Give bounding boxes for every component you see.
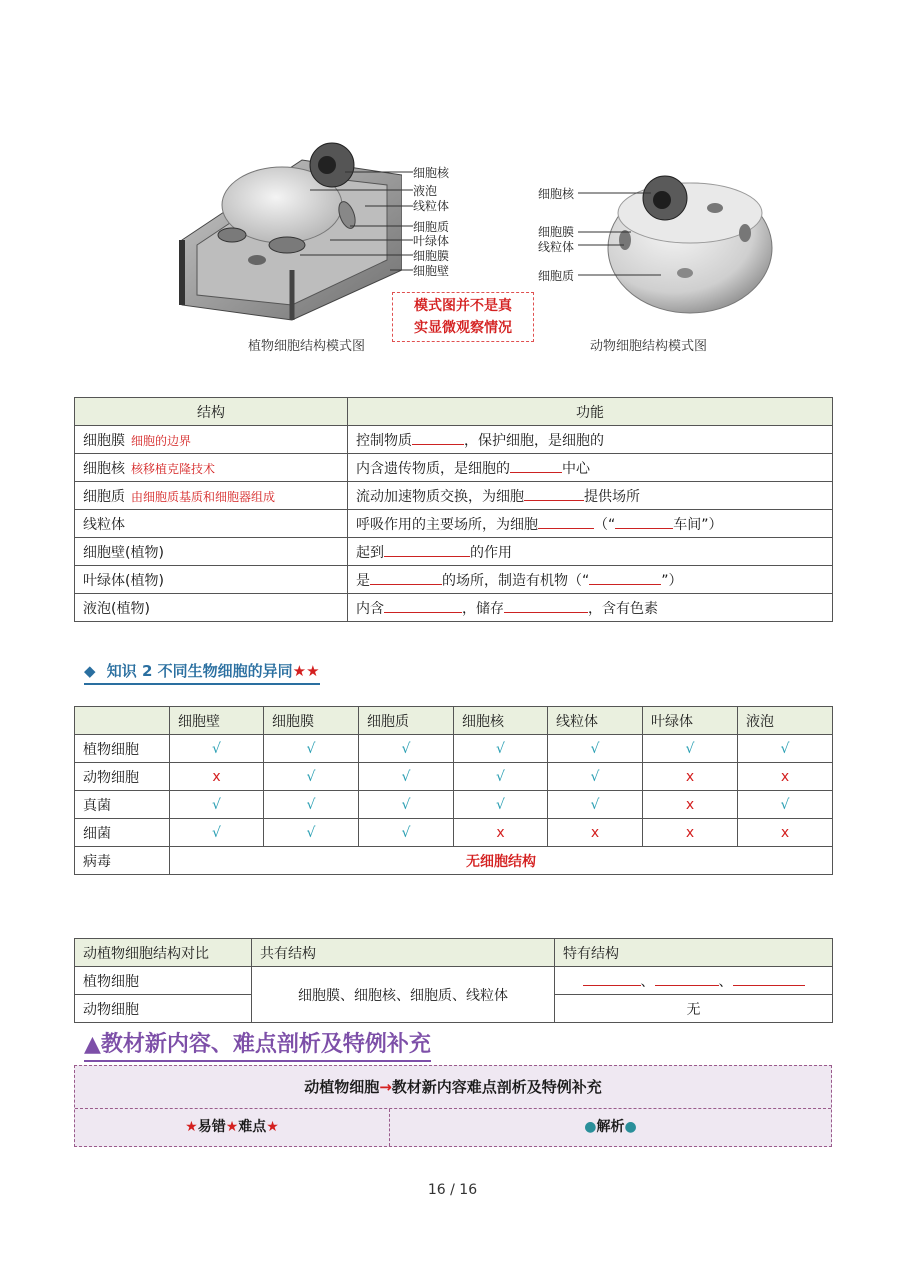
fill-blank	[655, 971, 719, 986]
structure-name: 线粒体	[83, 516, 125, 533]
mark-cell: √	[264, 763, 359, 791]
plant-label-vacuole: 液泡	[413, 184, 438, 198]
box-title-part: 动植物细胞	[304, 1078, 380, 1096]
plant-leader-lines	[290, 160, 415, 280]
row-label: 动物细胞	[75, 763, 170, 791]
table-row	[75, 791, 833, 819]
column-header: 液泡	[738, 707, 833, 735]
structure-name: 细胞质	[83, 488, 125, 505]
row-label: 动物细胞	[75, 995, 252, 1023]
column-header: 细胞膜	[264, 707, 359, 735]
function-text: ，保护细胞，是细胞的	[464, 432, 604, 449]
label-difficulty: 难点	[238, 1119, 267, 1135]
header-function: 功能	[348, 398, 833, 426]
table-row	[75, 735, 833, 763]
animal-label-cytoplasm: 细胞质	[538, 269, 575, 283]
contrast-header: 动植物细胞结构对比	[75, 939, 252, 967]
column-header: 细胞核	[454, 707, 548, 735]
function-text: 的作用	[470, 544, 512, 561]
function-text: （“	[594, 516, 616, 533]
structure-name: 叶绿体(植物)	[83, 572, 164, 589]
mark-cell: x	[643, 791, 738, 819]
function-text: 呼吸作用的主要场所，为细胞	[356, 516, 538, 533]
diamond-icon: ◆	[84, 662, 96, 680]
table-row	[75, 454, 833, 482]
mark-cell: x	[643, 819, 738, 847]
mark-cell: √	[548, 791, 643, 819]
fill-blank	[538, 514, 594, 529]
function-text: ，储存	[462, 600, 504, 617]
box-right-cell	[390, 1109, 831, 1146]
column-header: 叶绿体	[643, 707, 738, 735]
animal-leader-lines	[576, 185, 666, 285]
dot-icon: ●	[584, 1119, 597, 1135]
structure-name: 细胞核	[83, 460, 125, 477]
plant-label-nucleus: 细胞核	[413, 166, 450, 180]
dot-icon: ●	[624, 1119, 637, 1135]
row-label: 植物细胞	[75, 735, 170, 763]
structure-name: 细胞膜	[83, 432, 125, 449]
box-left-cell	[75, 1109, 390, 1146]
mark-cell: √	[359, 735, 454, 763]
mark-cell: √	[264, 735, 359, 763]
column-header: 细胞质	[359, 707, 454, 735]
function-text: 内含	[356, 600, 384, 617]
structure-note: 由细胞质基质和细胞器组成	[131, 489, 276, 504]
fill-blank	[384, 542, 470, 557]
section-heading-supplement	[84, 1030, 431, 1062]
fill-blank	[589, 570, 661, 585]
star-icon: ★★	[292, 662, 320, 680]
mark-cell: √	[454, 763, 548, 791]
mark-cell: √	[170, 819, 264, 847]
fill-blank	[615, 514, 673, 529]
mark-cell: √	[738, 791, 833, 819]
table-row	[75, 538, 833, 566]
mark-cell: x	[548, 819, 643, 847]
table-row	[75, 566, 833, 594]
star-icon: ★	[266, 1119, 279, 1135]
plant-label-chloroplast: 叶绿体	[413, 234, 450, 248]
fill-blank	[412, 430, 464, 445]
supplement-box-title	[75, 1066, 831, 1109]
mark-cell: x	[738, 763, 833, 791]
mark-cell: √	[359, 819, 454, 847]
function-text: 控制物质	[356, 432, 412, 449]
shared-structures: 细胞膜、细胞核、细胞质、线粒体	[252, 967, 555, 1023]
function-text: 的场所，制造有机物（“	[442, 572, 590, 589]
header-structure: 结构	[75, 398, 348, 426]
row-label: 病毒	[75, 847, 170, 875]
function-text: 起到	[356, 544, 384, 561]
section-title-text: 知识 2 不同生物细胞的异同	[106, 662, 293, 680]
label-mistake: 易错	[197, 1119, 226, 1135]
mark-cell: √	[359, 763, 454, 791]
row-label: 细菌	[75, 819, 170, 847]
mark-cell: √	[548, 763, 643, 791]
mark-cell: x	[643, 763, 738, 791]
plant-animal-contrast-table	[74, 938, 833, 1023]
corner-cell	[75, 707, 170, 735]
mark-cell: √	[643, 735, 738, 763]
page-number: 16 / 16	[427, 1182, 478, 1198]
function-text: 是	[356, 572, 370, 589]
plant-label-cytoplasm: 细胞质	[413, 220, 450, 234]
note-line-2: 实显微观察情况	[414, 320, 512, 336]
mark-cell: x	[738, 819, 833, 847]
organism-comparison-table	[74, 706, 833, 875]
animal-caption: 动物细胞结构模式图	[590, 339, 708, 354]
structure-function-table	[74, 397, 833, 622]
separator: 、	[718, 973, 733, 990]
mark-cell: x	[454, 819, 548, 847]
plant-label-wall: 细胞壁	[413, 264, 450, 278]
column-header: 细胞壁	[170, 707, 264, 735]
row-label: 植物细胞	[75, 967, 252, 995]
table-row	[75, 482, 833, 510]
table-row	[75, 594, 833, 622]
plant-label-membrane: 细胞膜	[413, 249, 450, 263]
fill-blank	[384, 598, 462, 613]
function-text: ”）	[661, 572, 683, 589]
row-label: 真菌	[75, 791, 170, 819]
fill-blank	[370, 570, 442, 585]
plant-caption: 植物细胞结构模式图	[248, 339, 366, 354]
section-heading-knowledge-2	[84, 660, 320, 685]
table-row	[75, 967, 833, 995]
function-text: ，含有色素	[588, 600, 658, 617]
function-text: 提供场所	[584, 488, 640, 505]
table-row	[75, 819, 833, 847]
function-text: 内含遗传物质，是细胞的	[356, 460, 510, 477]
plant-unique-blanks	[555, 967, 833, 995]
structure-name: 液泡(植物)	[83, 600, 150, 617]
column-header: 线粒体	[548, 707, 643, 735]
supplement-box	[74, 1065, 832, 1147]
function-text: 中心	[562, 460, 590, 477]
shared-header: 共有结构	[252, 939, 555, 967]
table-row	[75, 763, 833, 791]
structure-name: 细胞壁(植物)	[83, 544, 164, 561]
fill-blank	[504, 598, 588, 613]
box-title-part: 教材新内容难点剖析及特例补充	[391, 1078, 602, 1096]
structure-note: 核移植克隆技术	[131, 461, 216, 476]
fill-blank	[510, 458, 562, 473]
fill-blank	[733, 971, 805, 986]
star-icon: ★	[225, 1119, 239, 1135]
note-box	[392, 292, 534, 342]
animal-label-mitochondria: 线粒体	[538, 240, 575, 254]
table-row	[75, 510, 833, 538]
structure-note: 细胞的边界	[131, 433, 192, 448]
note-line-1: 模式图并不是真	[414, 298, 512, 314]
animal-label-membrane: 细胞膜	[538, 225, 575, 239]
section-title-text: ▲教材新内容、难点剖析及特例补充	[84, 1032, 431, 1057]
animal-label-nucleus: 细胞核	[538, 187, 575, 201]
separator: 、	[640, 973, 655, 990]
star-icon: ★	[185, 1119, 198, 1135]
mark-cell: √	[454, 791, 548, 819]
mark-cell: √	[454, 735, 548, 763]
mark-cell: √	[738, 735, 833, 763]
mark-cell: √	[264, 819, 359, 847]
plant-label-mitochondria: 线粒体	[413, 199, 450, 213]
arrow-icon: →	[379, 1078, 392, 1096]
table-row	[75, 847, 833, 875]
function-text: 车间”）	[673, 516, 723, 533]
unique-header: 特有结构	[555, 939, 833, 967]
label-analysis: 解析	[596, 1119, 625, 1135]
mark-cell: √	[170, 735, 264, 763]
fill-blank	[583, 971, 641, 986]
animal-unique: 无	[555, 995, 833, 1023]
virus-note: 无细胞结构	[170, 847, 833, 875]
function-text: 流动加速物质交换，为细胞	[356, 488, 524, 505]
mark-cell: √	[359, 791, 454, 819]
mark-cell: √	[170, 791, 264, 819]
mark-cell: √	[548, 735, 643, 763]
fill-blank	[524, 486, 584, 501]
table-row	[75, 426, 833, 454]
mark-cell: √	[264, 791, 359, 819]
mark-cell: x	[170, 763, 264, 791]
